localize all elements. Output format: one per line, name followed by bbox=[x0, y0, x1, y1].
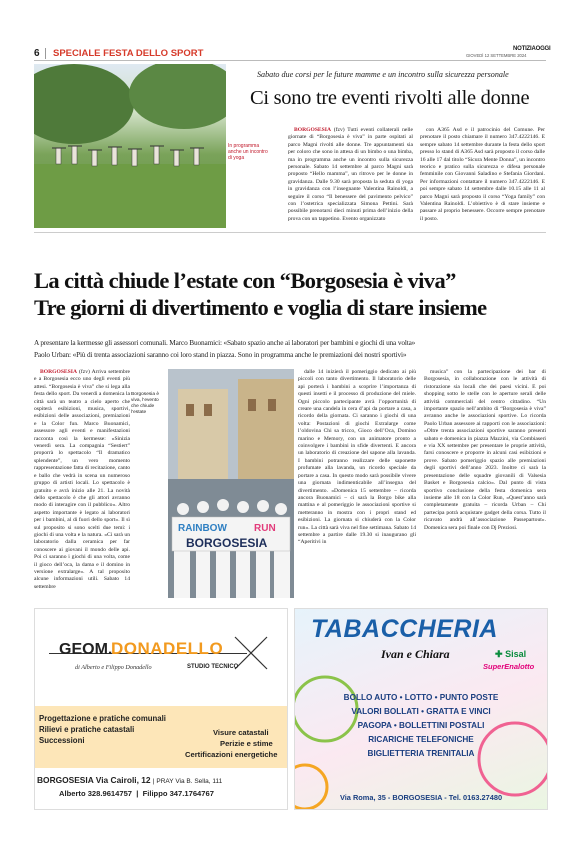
ad-donadello-address: BORGOSESIA Via Cairoli, 12 | PRAY Via B. Sella, 111 bbox=[37, 775, 223, 785]
story1-column-2 bbox=[420, 127, 545, 227]
story2-column-2 bbox=[298, 369, 416, 599]
ad-tabaccheria-title: TABACCHERIA bbox=[311, 615, 498, 643]
story2-subhead-2: Paolo Urban: «Più di trenta associazioni saranno coi loro stand in piazza. Sono in programma anche le premiazioni dei nostri sportivi» bbox=[34, 350, 407, 359]
ad-donadello-name: DONADELLO bbox=[111, 639, 224, 658]
service-right-3: Certificazioni energetiche bbox=[185, 750, 278, 759]
run-photo-caption: Borgosesia è viva, l’evento che chiude l’estate bbox=[131, 392, 159, 415]
service-left-2: Rilievi e pratiche catastali bbox=[39, 725, 135, 734]
section-title: SPECIALE FESTA DELLO SPORT bbox=[53, 48, 204, 59]
service-line-3: PAGOPA • BOLLETTINI POSTALI bbox=[357, 721, 485, 730]
superenalotto-logo: SuperEnalotto bbox=[483, 662, 535, 671]
sisal-logo bbox=[495, 649, 526, 660]
story1-kicker: Sabato due corsi per le future mamme e un incontro sulla sicurezza personale bbox=[257, 70, 509, 79]
section-divider bbox=[34, 232, 546, 233]
story2-col1-text: (fzv) Arriva settembre e a Borgosesia ecco uno degli eventi più attesi. “Borgosesia è viva” che si lega alla festa dello sport. Da venerdì a domenica la città sarà un teatro a cielo aperto che ospiterà esibizioni, musica, sportivi, esibizioni delle associazioni, premiazioni e la Color fun. Marco Buonamici, assessore agli eventi e manifestazioni racconta così la kermesse: «Sinizia venerdì sera. La compagnia “Sestiert” proporrà lo spettacolo “Il dramatico splendente”, un vero momento rappresentazione fatta di recitazione, canto e ballo che vedrà in scena un numeroso gruppo di artisti locali. Lo spettacolo è gratuito e avrà inizio alle 21. La novità dello spettacolo è che gli attori avranno modo di interagire con il pubblico». Altro aspetto importante è legato ai laboratori per i bambini, al di fuori dello sport». Il sì sul proposito si sono scelti due temi: i giochi di una volta e la natura. «Ci sarà un laboratorio dalla ceramica per far conoscere ai giovani il mondo delle api. Poi ci saranno i giochi di una volta, come il gioco dell’oca, la dama e il domino in versione extralarge». A tal proposito alcune informazioni utili. Sabato 14 settembre bbox=[34, 369, 130, 590]
story2-dateline: BORGOSESIA bbox=[40, 369, 77, 375]
ad-donadello-owners: di Alberto e Filippo Donadello bbox=[75, 664, 152, 671]
color-run-illustration bbox=[168, 369, 294, 598]
service-line-1: BOLLO AUTO • LOTTO • PUNTO POSTE bbox=[343, 693, 499, 702]
ad-tabaccheria[interactable] bbox=[294, 608, 548, 810]
service-left-3: Successioni bbox=[39, 736, 85, 745]
yoga-photo-illustration bbox=[34, 64, 226, 228]
yoga-photo bbox=[34, 64, 226, 228]
header-rule bbox=[34, 60, 546, 61]
story2-headline-1: La città chiude l’estate con “Borgosesia è viva” bbox=[34, 268, 456, 293]
service-right-1: Visure catastali bbox=[213, 728, 269, 737]
page-header bbox=[0, 0, 580, 60]
service-left-1: Progettazione e pratiche comunali bbox=[39, 714, 166, 723]
banner-city: BORGOSESIA bbox=[186, 536, 268, 550]
service-line-2: VALORI BOLLATI • GRATTA E VINCI bbox=[351, 707, 491, 716]
service-line-5: BIGLIETTERIA TRENITALIA bbox=[367, 749, 475, 758]
sisal-label: Sisal bbox=[505, 649, 527, 659]
address-second: PRAY Via B. Sella, 111 bbox=[156, 778, 223, 785]
story1-dateline: BORGOSESIA bbox=[294, 127, 331, 133]
address-city: BORGOSESIA bbox=[37, 775, 94, 785]
service-right-2: Perizie e stime bbox=[220, 739, 273, 748]
ad-donadello-phones: Alberto 328.9614757 | Filippo 347.1764767 bbox=[59, 789, 214, 798]
story1-col2-text: con A365 Asd e il patrocinio del Comune. Per prenotare il posto chiamare il numero 347.4222146. E sempre sabato 14 settembre durante la festa dello sport presso lo stand di A365 Asd sarà proposto il corso dalle 16 alle 17 dal titolo “Sicura Mente Donna”, un incontro teorico e pratico sulla sicurezza e difesa personale femminile con Giovanni Saladino e Stefania Giordani. Per informazioni contattare il numero 347.4222146. E poi sempre sabato 14 settembre dalle 10.15 alle 11 al parco Magni sarà proposto il corso “Yoga family” con Valentina Rainoldi. L’obiettivo è di stare insieme e passare al proprio benessere. Occorre sempre prenotare il posto. bbox=[420, 127, 545, 222]
page-number: 6 bbox=[34, 48, 40, 59]
ad-donadello-services bbox=[35, 706, 287, 768]
brand-logo: NOTIZIAOGGI bbox=[513, 46, 551, 52]
ad-donadello-subtitle: STUDIO TECNICO bbox=[187, 664, 239, 670]
ad-tabaccheria-address: Via Roma, 35 - BORGOSESIA - Tel. 0163.27480 bbox=[339, 793, 503, 802]
banner-word-rainbow: RAINBOW bbox=[178, 523, 227, 534]
ad-donadello-prefix: GEOM. bbox=[59, 641, 113, 658]
story1-column-1 bbox=[288, 127, 413, 227]
service-line-4: RICARICHE TELEFONICHE bbox=[368, 735, 474, 744]
story2-subhead-1: A presentare la kermesse gli assessori comunali. Marco Buonamici: «Sabato spazio anche ai laboratori per bambini e giochi di una volta» bbox=[34, 338, 416, 347]
banner-word-run: RUN bbox=[254, 523, 276, 534]
header-divider-mark bbox=[45, 48, 46, 59]
sisal-icon: ✚ bbox=[495, 649, 503, 659]
issue-date: GIOVEDÌ 12 SETTEMBRE 2024 bbox=[466, 53, 527, 58]
story2-column-3 bbox=[424, 369, 546, 599]
ad-donadello[interactable] bbox=[34, 608, 288, 810]
address-main: Via Cairoli, 12 bbox=[95, 775, 151, 785]
story1-col1-text: (fzv) Tutti eventi collaterali nelle giornate di “Borgosesia è viva” in parte ospitati al parco Magni rivolti alle donne. Tre appuntamenti sia per coloro che sono in attesa di un bimbo o una bimba, ma in programma anche un incontro sulla sicurezza personale. Sabato 14 settembre al parco Magni sarà proposto “Hello mamma”, un ritrovo per le donne in gravidanza. Dalle 9.30 sarà proposta la seduta di yoga in gravidanza con l’insegnante Valentina Rainoldi, a seguire il corso “Il benessere del pavimento pelvico” con l’ostetrica specializzata Simona Pettini. Sarà possibile prenotarsi dieci minuti prima dell’inizio della prova con un tappetino. Evento organizzato bbox=[288, 127, 413, 222]
yoga-photo-caption: In programma anche un incontro di yoga bbox=[228, 143, 268, 162]
story2-headline-2: Tre giorni di divertimento e voglia di stare insieme bbox=[34, 295, 487, 320]
story1-headline: Ci sono tre eventi rivolti alle donne bbox=[250, 87, 530, 109]
story2-col3-text: musica” con la partecipazione dei bar di Borgosesia, in collaborazione con le attività di ristorazione sia locali che dei paesi vicini. E poi shopping sotto le stelle con le aperture serali delle attività commerciali del centro cittadino. “Un importante spazio nell’ambito di “Borgosesia è viva” avranno anche le associazioni sportive. Lo ricorda Paolo Urban assessore ai rapporti con le associazioni: «Oltre trenta associazioni sportive saranno presenti sabato e domenica in piazza Mazzini, via Combiaseri e via XX settembre per presentare le proprie attività, farsi conoscere e proporre in alcuni casi esibizioni e prove. Sabato pomeriggio spazio alle premiazioni degli sportivi dell’anno 2023. Inoltre ci sarà la presentazione delle squadre giovanili di Valsesia Basket e Borgosesia calcio». Dal punto di vista sportivo conclusione della festa domenica sera insieme alle 18 con la Color Run, «Quest’anno sarà completamente gratuita – ricorda Urban – Chi partecipa potrà acquistare gadget della corsa. Tutto il ricavato andrà all’associazione Passepartout». Domenica sera poi finale con Dj Preziosi. bbox=[424, 369, 546, 531]
story2-column-1 bbox=[34, 369, 130, 599]
story2-col2-text: dalle 14 inizierà il pomeriggio dedicato ai più piccoli con tanto divertimento. Il laboratorio delle api porterà i bambini a scoprire l’importanza di questi insetti e il processo di produzione del miele. Ogni piccolo partecipante avrà l’opportunità di creare una candela in cera d’api da portare a casa, a ricordo della giornata. Ci saranno i giochi di una volta: Postazioni di giochi Extralarge come l’oldovina Chi sa tricco, Gioco dell’Oca, Domino marino e Memory, con un animatore pronto a coinvolgere i bambini in sfide divertenti. E ancora un laboratorio di creazione del sapone alla lavanda. I bambini potranno realizzare delle saponette profumate alla lavanda, un ricordo speciale da portare a casa. In questo modo sarà possibile vivere una giornata indimenticabile all’insegna del divertimento. «Domenica 15 settembre – ricorda ancora Buonamici – ci sarà la Borgo bike alla mattina e al pomeriggio le associazioni sportive si metteranno in mostra con i propri stand ed esibizioni. La giornata si chiuderà con la Color run». La città sarà viva nel fine settimana. Sabato 14 settembre a partire dalle 19.30 si inaugurano gli “Aperitivi in bbox=[298, 369, 416, 546]
color-run-photo bbox=[168, 369, 294, 598]
ad-tabaccheria-subtitle: Ivan e Chiara bbox=[381, 647, 450, 661]
